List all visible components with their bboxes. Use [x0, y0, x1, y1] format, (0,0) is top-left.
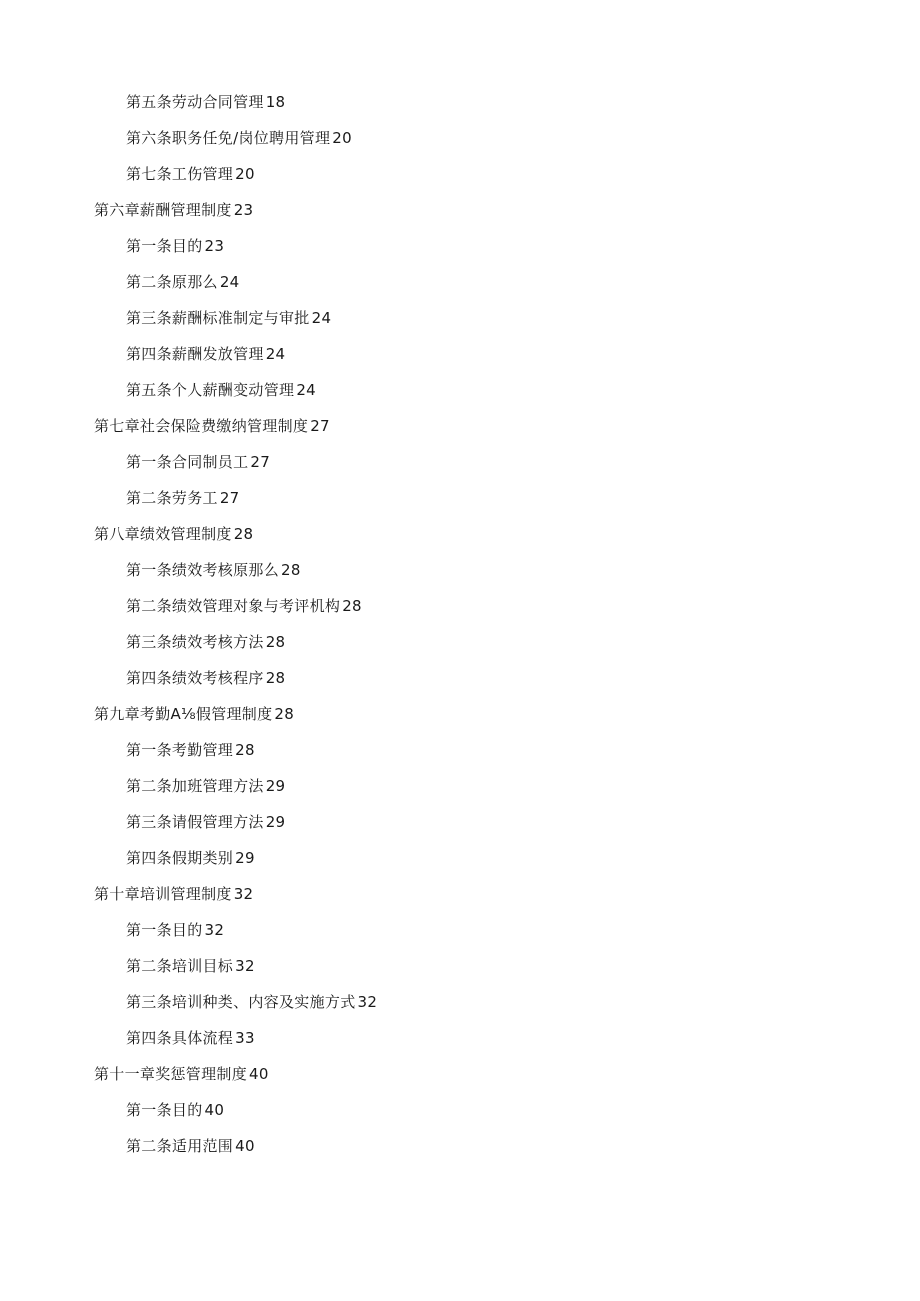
toc-article-entry: [0, 1134, 920, 1170]
toc-entry-title: 第四条假期类别: [126, 849, 234, 867]
toc-article-entry: [0, 666, 920, 702]
toc-page-number: 40: [204, 1101, 225, 1119]
toc-entry-title: 第二条适用范围: [126, 1137, 234, 1155]
toc-page-number: 24: [219, 273, 240, 291]
toc-entry-title: 第一条考勤管理: [126, 741, 234, 759]
toc-entry-title: 第一条绩效考核原那么: [126, 561, 280, 579]
toc-entry-title: 第二条加班管理方法: [126, 777, 264, 795]
toc-page-number: 28: [281, 561, 301, 579]
toc-article-entry: [0, 90, 920, 126]
toc-entry-title: 第二条原那么: [126, 273, 218, 291]
toc-entry-title: 第九章考勤A⅛假管理制度: [94, 705, 273, 723]
toc-entry-title: 第五条个人薪酬变动管理: [126, 381, 295, 399]
toc-chapter-entry: [0, 1062, 920, 1098]
toc-chapter-entry: [0, 522, 920, 558]
toc-page-number: 28: [265, 669, 286, 687]
toc-page-number: 28: [342, 597, 362, 615]
toc-page-number: 27: [219, 489, 240, 507]
toc-article-entry: [0, 738, 920, 774]
toc-page-number: 32: [204, 921, 225, 939]
toc-entry-title: 第四条具体流程: [126, 1029, 234, 1047]
toc-page-number: 33: [235, 1029, 255, 1047]
toc-article-entry: [0, 630, 920, 666]
toc-entry-title: 第一条合同制员工: [126, 453, 249, 471]
toc-page-number: 24: [296, 381, 316, 399]
toc-article-entry: [0, 126, 920, 162]
toc-page-number: 18: [265, 93, 286, 111]
toc-page-number: 28: [235, 741, 255, 759]
toc-page-number: 20: [332, 129, 352, 147]
toc-entry-title: 第七条工伤管理: [126, 165, 234, 183]
toc-article-entry: [0, 486, 920, 522]
toc-entry-title: 第二条绩效管理对象与考评机构: [126, 597, 341, 615]
toc-article-entry: [0, 1026, 920, 1062]
toc-entry-title: 第四条绩效考核程序: [126, 669, 264, 687]
toc-article-entry: [0, 1098, 920, 1134]
toc-entry-title: 第三条薪酬标准制定与审批: [126, 309, 310, 327]
toc-page-number: 23: [233, 201, 254, 219]
toc-chapter-entry: [0, 702, 920, 738]
toc-entry-title: 第三条请假管理方法: [126, 813, 264, 831]
toc-page-number: 29: [235, 849, 255, 867]
toc-entry-title: 第一条目的: [126, 1101, 203, 1119]
toc-page-number: 32: [357, 993, 378, 1011]
toc-page-number: 23: [204, 237, 225, 255]
toc-entry-title: 第二条培训目标: [126, 957, 234, 975]
toc-article-entry: [0, 342, 920, 378]
toc-page-number: 32: [233, 885, 254, 903]
toc-article-entry: [0, 270, 920, 306]
toc-page-number: 29: [265, 777, 286, 795]
toc-article-entry: [0, 990, 920, 1026]
toc-article-entry: [0, 918, 920, 954]
toc-entry-title: 第六条职务任免/岗位聘用管理: [126, 129, 331, 147]
toc-page-number: 20: [235, 165, 255, 183]
toc-entry-title: 第五条劳动合同管理: [126, 93, 264, 111]
toc-page-number: 28: [274, 705, 295, 723]
toc-page-number: 24: [311, 309, 332, 327]
toc-article-entry: [0, 162, 920, 198]
table-of-contents: [0, 90, 920, 1170]
toc-page-number: 28: [233, 525, 254, 543]
toc-article-entry: [0, 810, 920, 846]
toc-chapter-entry: [0, 414, 920, 450]
toc-page-number: 40: [235, 1137, 255, 1155]
toc-page-number: 27: [250, 453, 271, 471]
toc-article-entry: [0, 450, 920, 486]
toc-entry-title: 第七章社会保险费缴纳管理制度: [94, 417, 309, 435]
toc-page-number: 27: [310, 417, 330, 435]
toc-entry-title: 第二条劳务工: [126, 489, 218, 507]
toc-article-entry: [0, 558, 920, 594]
toc-entry-title: 第六章薪酬管理制度: [94, 201, 232, 219]
toc-page-number: 40: [249, 1065, 269, 1083]
toc-article-entry: [0, 378, 920, 414]
toc-entry-title: 第一条目的: [126, 237, 203, 255]
toc-article-entry: [0, 594, 920, 630]
toc-entry-title: 第八章绩效管理制度: [94, 525, 232, 543]
toc-article-entry: [0, 846, 920, 882]
toc-entry-title: 第三条绩效考核方法: [126, 633, 264, 651]
toc-entry-title: 第十章培训管理制度: [94, 885, 232, 903]
toc-entry-title: 第一条目的: [126, 921, 203, 939]
toc-entry-title: 第三条培训种类、内容及实施方式: [126, 993, 356, 1011]
toc-chapter-entry: [0, 198, 920, 234]
toc-article-entry: [0, 234, 920, 270]
toc-page-number: 32: [235, 957, 255, 975]
toc-article-entry: [0, 954, 920, 990]
toc-page-number: 28: [265, 633, 286, 651]
toc-chapter-entry: [0, 882, 920, 918]
toc-entry-title: 第四条薪酬发放管理: [126, 345, 264, 363]
toc-entry-title: 第十一章奖惩管理制度: [94, 1065, 248, 1083]
toc-article-entry: [0, 306, 920, 342]
toc-page-number: 24: [265, 345, 286, 363]
toc-article-entry: [0, 774, 920, 810]
toc-page-number: 29: [265, 813, 286, 831]
